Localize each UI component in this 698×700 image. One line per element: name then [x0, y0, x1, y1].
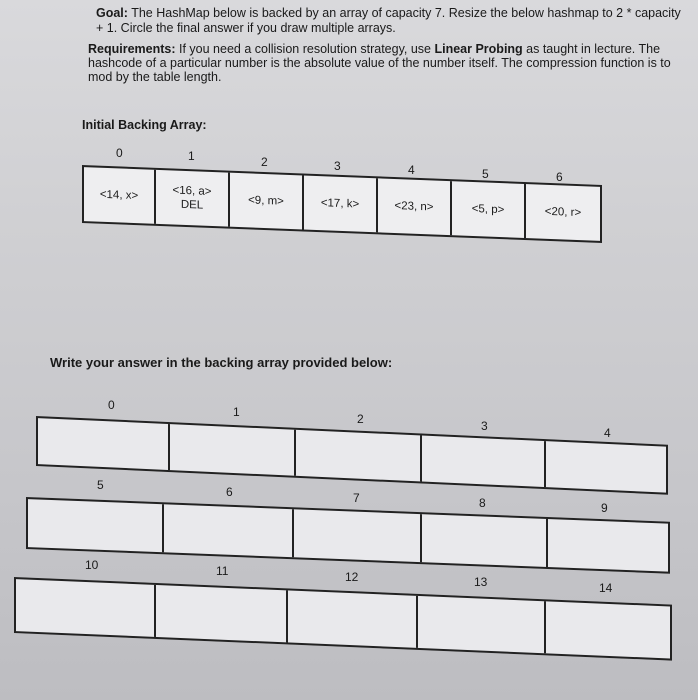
initial-index-3: 3 — [334, 159, 341, 173]
initial-cell-3: <17, k> — [304, 176, 378, 233]
initial-cell-1-del: DEL — [180, 198, 204, 212]
answer-index-3: 3 — [481, 419, 488, 433]
answer-cell-14[interactable] — [546, 601, 670, 658]
answer-cell-7[interactable] — [294, 509, 422, 562]
goal-paragraph — [96, 6, 686, 36]
answer-cell-12[interactable] — [288, 590, 418, 647]
requirements-paragraph — [88, 42, 688, 84]
answer-cell-10[interactable] — [16, 579, 156, 637]
answer-index-4: 4 — [604, 426, 611, 440]
answer-cell-4[interactable] — [546, 441, 666, 492]
requirements-label: Requirements: — [88, 42, 176, 56]
answer-index-0: 0 — [108, 398, 115, 412]
answer-index-11: 11 — [216, 564, 229, 578]
answer-cell-2[interactable] — [296, 430, 422, 482]
initial-cell-6: <20, r> — [544, 205, 582, 220]
answer-instruction: Write your answer in the backing array provided below: — [50, 355, 393, 370]
initial-index-5: 5 — [482, 167, 489, 181]
requirements-bold: Linear Probing — [434, 42, 523, 56]
answer-index-7: 7 — [353, 491, 360, 505]
answer-cell-0[interactable] — [38, 418, 170, 470]
answer-row-1 — [36, 416, 668, 495]
initial-array-label: Initial Backing Array: — [82, 118, 207, 132]
answer-index-2: 2 — [357, 412, 364, 426]
requirements-text-1: If you need a collision resolution strategy, use — [179, 42, 435, 56]
initial-cell-1 — [156, 170, 230, 227]
initial-cell-4: <23, n> — [378, 178, 452, 235]
answer-cell-5[interactable] — [28, 499, 164, 552]
answer-index-12: 12 — [345, 570, 359, 584]
answer-index-5: 5 — [97, 478, 104, 492]
answer-cell-6[interactable] — [164, 504, 294, 557]
initial-cell-0: <14, x> — [84, 167, 156, 224]
goal-text: The HashMap below is backed by an array of capacity 7. Resize the below hashmap to 2 * capacity + 1. Circle the final answer if you draw multiple arrays. — [96, 6, 681, 35]
initial-array-table — [82, 165, 602, 243]
answer-cell-3[interactable] — [422, 436, 546, 488]
answer-row-3 — [14, 577, 672, 661]
answer-cell-8[interactable] — [422, 514, 548, 567]
answer-index-10: 10 — [85, 558, 99, 572]
initial-index-4: 4 — [408, 163, 415, 177]
goal-label: Goal: — [96, 6, 128, 20]
initial-cell-5: <5, p> — [452, 181, 526, 238]
answer-cell-11[interactable] — [156, 585, 288, 643]
initial-index-0: 0 — [116, 146, 123, 160]
initial-index-1: 1 — [188, 149, 195, 163]
answer-index-8: 8 — [479, 496, 486, 510]
answer-cell-1[interactable] — [170, 424, 296, 476]
answer-cell-9[interactable] — [548, 519, 668, 572]
answer-row-2 — [26, 497, 670, 574]
answer-index-13: 13 — [474, 575, 488, 589]
answer-index-9: 9 — [601, 501, 608, 515]
answer-index-14: 14 — [599, 581, 613, 595]
answer-index-6: 6 — [226, 485, 233, 499]
answer-cell-13[interactable] — [418, 596, 546, 653]
initial-index-2: 2 — [261, 155, 268, 169]
initial-index-6: 6 — [556, 170, 563, 184]
initial-cell-1-value: <16, a> — [172, 184, 212, 198]
requirements-text-2: as taught in lecture. The hashcode of a particular number is the absolute value of the number itself. The compression function is to mod by the table length. — [88, 42, 671, 84]
initial-cell-2: <9, m> — [230, 173, 304, 230]
answer-index-1: 1 — [233, 405, 240, 419]
